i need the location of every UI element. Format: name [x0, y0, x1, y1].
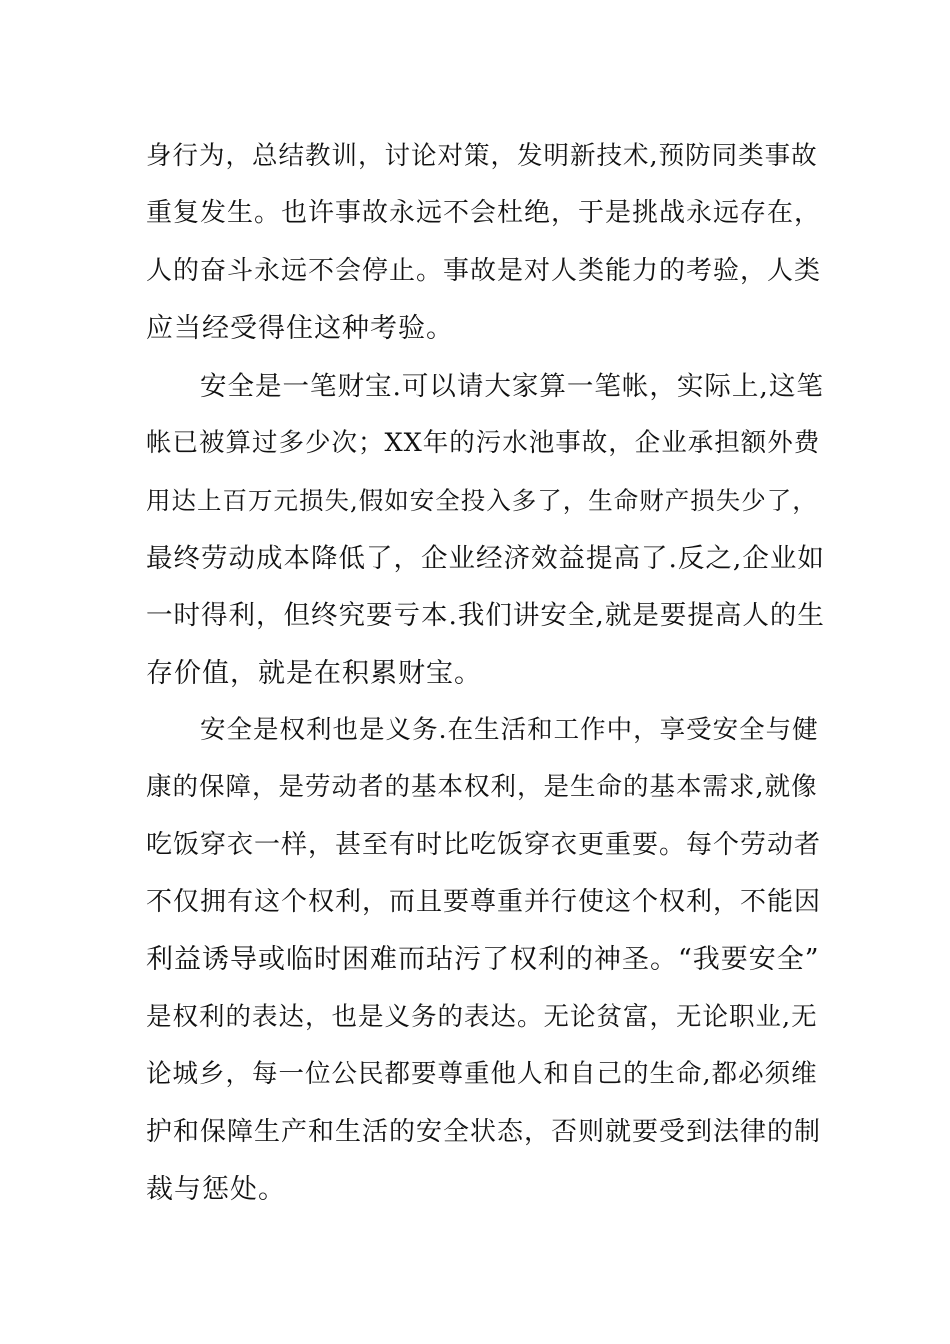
text-line: 身行为，总结教训，讨论对策，发明新技术,预防同类事故 [146, 141, 818, 171]
text-line: 人的奋斗永远不会停止。事故是对人类能力的考验，人类 [146, 255, 822, 286]
paragraph-first-line: 安全是一笔财宝.可以请大家算一笔帐，实际上,这笔 [200, 370, 824, 402]
text-line: 吃饭穿衣一样，甚至有时比吃饭穿衣更重要。每个劳动者 [146, 829, 822, 860]
body-text [146, 128, 826, 1218]
text-line: 帐已被算过多少次；XX年的污水池事故，企业承担额外费 [146, 427, 821, 458]
text-line: 重复发生。也许事故永远不会杜绝，于是挑战永远存在， [146, 198, 822, 229]
text-line: 存价值，就是在积累财宝。 [146, 657, 482, 689]
text-line: 不仅拥有这个权利，而且要尊重并行使这个权利，不能因 [146, 887, 822, 918]
text-line: 利益诱导或临时困难而玷污了权利的神圣。“我要安全” [146, 944, 820, 976]
text-line: 最终劳动成本降低了，企业经济效益提高了.反之,企业如 [146, 542, 825, 574]
text-line: 是权利的表达，也是义务的表达。无论贫富，无论职业,无 [146, 1001, 818, 1032]
paragraph-first-line: 安全是权利也是义务.在生活和工作中，享受安全与健 [200, 714, 819, 745]
text-line: 裁与惩处。 [146, 1174, 286, 1206]
text-line: 一时得利，但终究要亏本.我们讲安全,就是要提高人的生 [146, 600, 825, 632]
text-line: 论城乡，每一位公民都要尊重他人和自己的生命,都必须维 [146, 1059, 818, 1090]
text-line: 康的保障，是劳动者的基本权利，是生命的基本需求,就像 [146, 772, 818, 803]
text-line: 护和保障生产和生活的安全状态，否则就要受到法律的制 [146, 1116, 822, 1147]
text-line: 应当经受得住这种考验。 [146, 313, 454, 345]
text-line: 用达上百万元损失,假如安全投入多了，生命财产损失少了， [146, 486, 818, 516]
